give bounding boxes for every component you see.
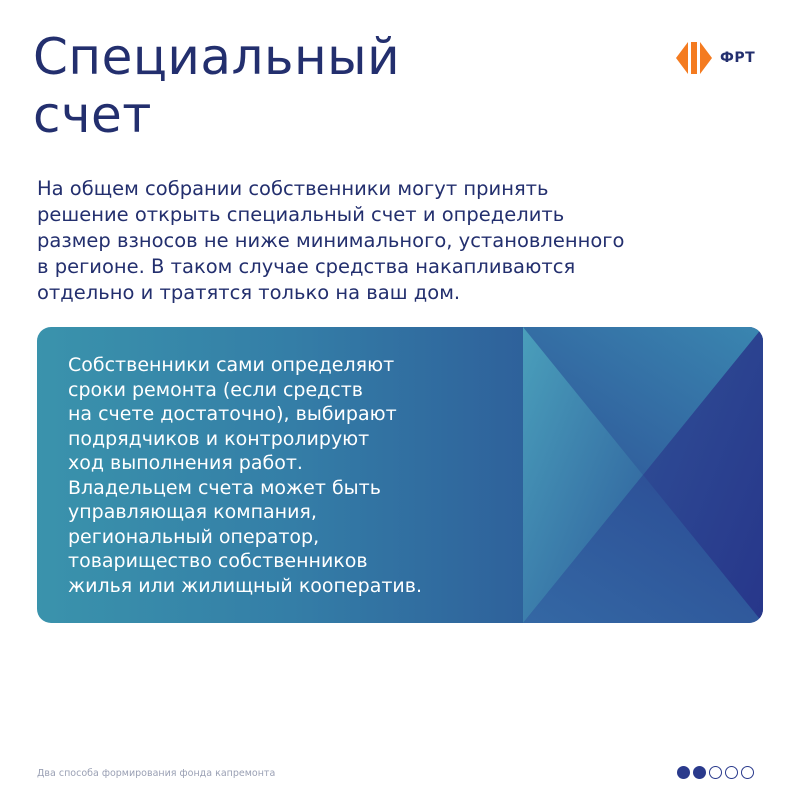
card-line: региональный оператор, <box>68 525 320 548</box>
footer-caption: Два способа формирования фонда капремонта <box>37 768 276 779</box>
pagination-dot-2[interactable] <box>693 766 706 779</box>
card-line: сроки ремонта (если средств <box>68 378 364 401</box>
intro-line: решение открыть специальный счет и определить <box>37 203 565 226</box>
card-line: Владельцем счета может быть <box>68 476 381 499</box>
pagination-dot-3[interactable] <box>709 766 722 779</box>
card-line: подрядчиков и контролируют <box>68 427 370 450</box>
card-line: товарищество собственников <box>68 550 368 572</box>
logo-text: ФРТ <box>720 50 756 66</box>
intro-paragraph <box>37 176 757 306</box>
intro-line: На общем собрании собственники могут принять <box>37 177 549 200</box>
info-card <box>37 327 763 623</box>
card-line: Собственники сами определяют <box>68 354 395 376</box>
frt-logo-icon <box>674 38 714 78</box>
card-line: на счете достаточно), выбирают <box>68 403 397 425</box>
pagination-dot-4[interactable] <box>725 766 738 779</box>
page-title-line: счет <box>33 86 152 144</box>
intro-line: размер взносов не ниже минимального, установленного <box>37 229 625 252</box>
intro-line: отдельно и тратятся только на ваш дом. <box>37 281 461 304</box>
card-line: ход выполнения работ. <box>68 452 303 474</box>
pagination-dot-1[interactable] <box>677 766 690 779</box>
page-title-line: Специальный <box>33 28 401 86</box>
card-text <box>68 353 508 598</box>
card-line: управляющая компания, <box>68 501 317 523</box>
page-title <box>33 28 400 144</box>
frt-logo <box>674 38 755 78</box>
card-line: жилья или жилищный кооператив. <box>68 574 423 597</box>
intro-line: в регионе. В таком случае средства накапливаются <box>37 255 576 278</box>
pagination-dot-5[interactable] <box>741 766 754 779</box>
pagination-dots <box>677 766 754 779</box>
envelope-decoration <box>523 327 763 623</box>
